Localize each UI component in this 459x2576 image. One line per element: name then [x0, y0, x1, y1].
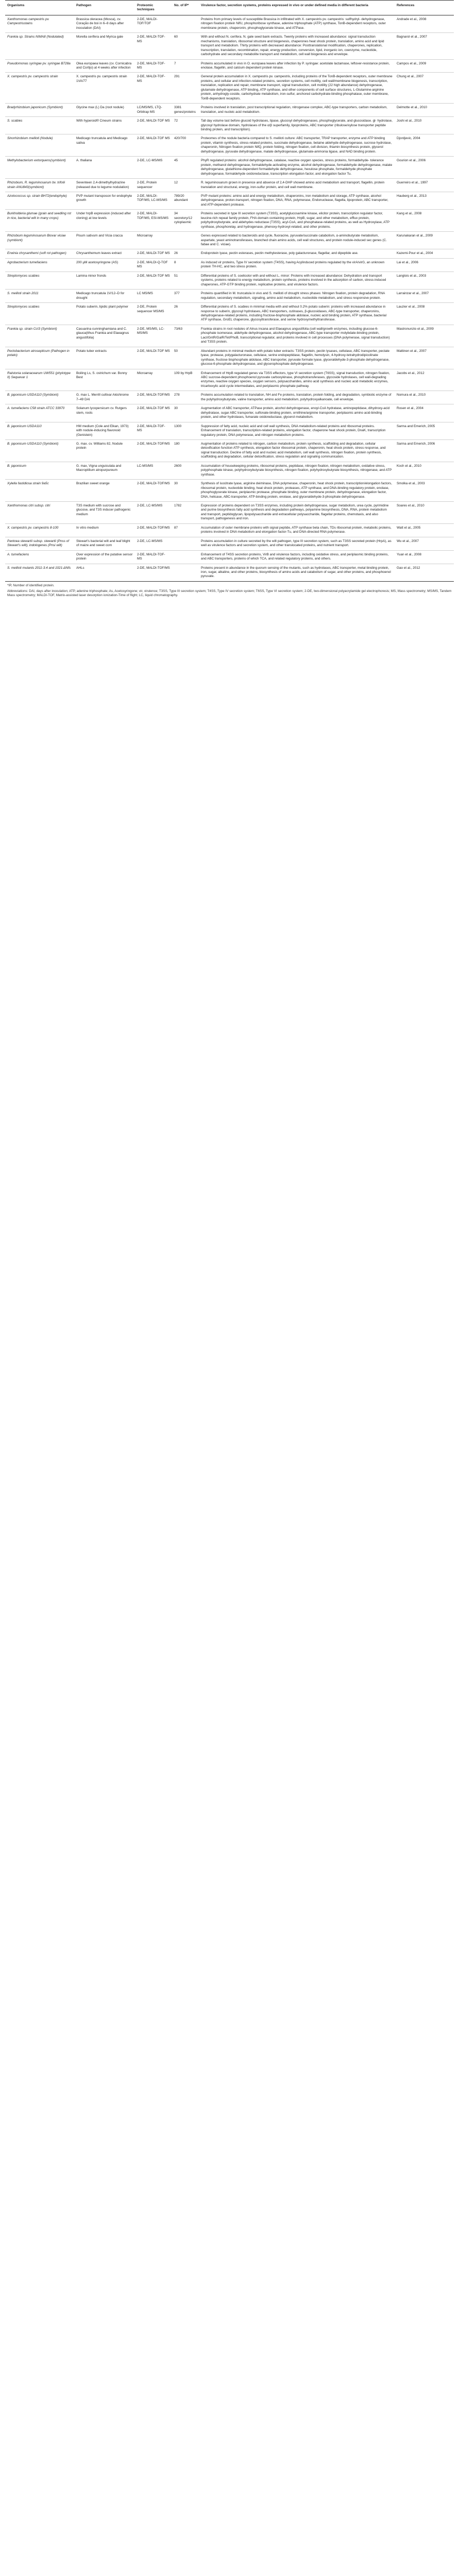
cell-references: Langlois et al., 2003	[395, 272, 454, 289]
cell-references: Joshi et al., 2010	[395, 117, 454, 134]
cell-techniques: 2-DE, MALDI-TOF/MS	[135, 391, 172, 404]
table-row	[5, 325, 454, 347]
cell-number-ip: 60	[172, 33, 199, 59]
cell-techniques: 2-DE, MALDI-TOF/MS	[135, 564, 172, 581]
cell-number-ip	[172, 564, 199, 581]
cell-number-ip: 8	[172, 258, 199, 272]
cell-organism: Frankia sp. strain CcI3 (Symbiont)	[5, 325, 74, 347]
cell-organism: Xanthomonas campestris pv. Campestrisstains	[5, 15, 74, 32]
cell-organism: Sinorhizobium meliloti (Nodule)	[5, 134, 74, 157]
cell-pathogen: Medicago truncatula and Medicago sativa	[74, 134, 135, 157]
table-row	[5, 564, 454, 581]
cell-virulence: Augmentation of ABC transporter, ATPase protein, alcohol dehydrogenase, enoyl-CoA hydratase, aminopeptidase, dihydroxy-acid dehydratase, sugar ABC transporter, sulfonate-binding protein, ornithine/arginine transporter, periplasmic amino acid-binding protein, and other hydrolases, fumarate oxidoreductase, glycerol metabolism.	[199, 404, 395, 422]
cell-number-ip: 12	[172, 179, 199, 192]
cell-techniques: Microarray	[135, 369, 172, 391]
header-references: References	[395, 1, 454, 15]
cell-references: Mastronunzio et al., 2009	[395, 325, 454, 347]
cell-number-ip: 278	[172, 391, 199, 404]
cell-pathogen: Medicago truncatula 1V/12–D for drought	[74, 290, 135, 303]
cell-number-ip: 377	[172, 290, 199, 303]
cell-number-ip	[172, 15, 199, 32]
cell-pathogen: Brassica oleracea (Mosca), cv. Coração de boi in 6–8 days after inoculation (DAI)	[74, 15, 135, 32]
cell-virulence: Proteins present in abundance in the quorum sensing of the mutants, such as hydrolases, ABC transporter, metal binding protein, iron, sugar, alkaline, and other proteins, biosynthesis of amino acids and catabolism of sugar, and other proteins, and phosphoenol pyruvate.	[199, 564, 395, 581]
header-number-ip: No. of IP*	[172, 1, 199, 15]
cell-virulence: As induced vir proteins, Type IV secretion system (T4SS), having Acylinduced proteins regulated by the virA/virG, an unknown protein TH-HC, and two stress protein.	[199, 258, 395, 272]
cell-references: Rosen et al., 2004	[395, 404, 454, 422]
cell-organism: B. japonicum USDA110 (Symbiont)	[5, 391, 74, 404]
cell-techniques: 2-DE, MALDI-TOF-MS	[135, 422, 172, 439]
cell-pathogen: A. thaliana	[74, 157, 135, 179]
cell-number-ip: 30	[172, 480, 199, 502]
cell-techniques: 2-DE, MALDI-TOF-MS	[135, 73, 172, 104]
cell-pathogen: In vitro medium	[74, 523, 135, 537]
cell-techniques: 2-DE, MALDI-TOF-MS	[135, 33, 172, 59]
cell-techniques: 2-DE, MALDI-Q-TOF MS	[135, 258, 172, 272]
cell-references: Koch et al., 2010	[395, 462, 454, 479]
cell-pathogen: Boiling Ls, S. ostrichum var. Bonny Best	[74, 369, 135, 391]
cell-virulence: With and without N. cerifera. N. gale seed bank extracts. Twenty proteins with increased abundance: signal transduction mechanisms, translation, ribosomal structure and biogenesis, chaperones heat shock protein, translation, amino acid and lipid transport and metabolism. Thirty proteins with decreased abundance: Posttranslational modification, chaperones, replication, transcription, translation, recombination, repair, energy production, conversion, lipid, inorganic ion, coenzyme, nucleotide, carbohydrate and secondary metabolite transport and metabolism, cell wall biogenesis and envelope.	[199, 33, 395, 59]
cell-techniques: 2-DE, MALDI-TOF MS	[135, 272, 172, 289]
cell-number-ip: 109 by HrpB	[172, 369, 199, 391]
table-row	[5, 179, 454, 192]
cell-techniques: 2-DE, MS/MS, LC-MS/MS	[135, 325, 172, 347]
cell-virulence: Proteins quantified in M. truncatula in vivo and S. meliloti of drought stress phases: Nitrogen fixation, protein degradation, RNA regulation, secondary metabolism, signaling, amino acid metabolism, nucleotide metabolism, and stress responsive protein.	[199, 290, 395, 303]
cell-organism: S. meliloti mutants 2011-3.4 and 1021-ΔNfs	[5, 564, 74, 581]
table-row	[5, 439, 454, 462]
cell-number-ip: 45	[172, 157, 199, 179]
cell-virulence: Proteins involved in translation, post transcriptional regulation, nitrogenase complex, ABC-type transporters, carbon metabolism, translation, and nucleic acid metabolism.	[199, 104, 395, 117]
cell-references: Kazemi-Pour et al., 2004	[395, 249, 454, 258]
cell-references: Jacobs et al., 2012	[395, 369, 454, 391]
cell-virulence: Accumulation of housekeeping proteins, ribosomal proteins, peptidase, nitrogen fixation, nitrogen metabolism, oxidative stress, polyphosphate kinase, polyhydroxybutyrate biosynthesis, nitrogen fixation, polyhydroxybutyrate biosynthesis, nitrogenase, and ATP synthase.	[199, 462, 395, 479]
table-row	[5, 550, 454, 564]
cell-pathogen: Chrysanthemum leaves extract	[74, 249, 135, 258]
cell-references: Watt et al., 2005	[395, 523, 454, 537]
table-row	[5, 347, 454, 369]
cell-virulence: Abundant proteins in minimal medium with potato tuber extracts: T3SS protein, pectin lysases, cellulase, ABC transporter, pectate lyase, protease, polygalacturonase, cellulase, serine endopeptidase, flagellin, hemolysin, 4-hydroxy-tetrahydrodipicolinate synthase, fructose bisphosphate aldolase, ABC transporter, pyruvate formate lyase, glyceraldehyde-3-phosphate dehydrogenase, glucose-6-phosphate dehydrogenase, and glycerophosphate dehydrogenase.	[199, 347, 395, 369]
table-row	[5, 501, 454, 523]
table-row	[5, 523, 454, 537]
footnote: *IP, Number of identified protein.	[7, 583, 55, 587]
cell-virulence: Differential proteins of S. scabies in minimal media with and without 0.2% potato suberin: proteins with increased abundance in response to suberin, glycosyl hydrolases, ABC transporters, cutinases, β-glucosidases, ABC-type transporter, chaperonins, dehydrogenase-related proteins, including fructose-bisphosphate aldolase, nucleic acid binding protein, ATP synthase, bacterial ATP synthase, GroEL chaperone, glycosyltransferase, and serine hydroxymethyltransferase.	[199, 303, 395, 325]
cell-pathogen: Potato suberin, lipidic plant polymer	[74, 303, 135, 325]
cell-references: Larrainzar et al., 2007	[395, 290, 454, 303]
cell-virulence: Differential proteins of S. coelicolor with and without L. minor: Proteins with increased abundance: Dehydration and transport systems, proteins related to energy metabolism, protein synthesis, proteins involved in the adsorption of carbon, stress-induced chaperones, ATP-GTP binding protein, replicative proteins, and virulence factors.	[199, 272, 395, 289]
table-row	[5, 33, 454, 59]
cell-pathogen: Seventeen 2,4-dimethylhydrazine (released due to legume nodulation)	[74, 179, 135, 192]
cell-references: Guerreiro et al., 1997	[395, 179, 454, 192]
cell-pathogen: T3S medium with sucrose and glucose, and T3S inducer pathogenic medium	[74, 501, 135, 523]
cell-organism: B. japonicum USDA110 (Symbiont)	[5, 439, 74, 462]
cell-references: Bagnarol et al., 2007	[395, 33, 454, 59]
cell-number-ip: 72	[172, 117, 199, 134]
table-row	[5, 391, 454, 404]
cell-techniques: 2-DE, MALDI-TOF MS	[135, 134, 172, 157]
cell-number-ip: 1300	[172, 422, 199, 439]
header-virulence: Virulence factor, secretion systems, proteins expressed in vivo or under defined media in different bacteria	[199, 1, 395, 15]
cell-virulence: Accumulation of outer membrane proteins with signal peptide, ATP synthase beta chain, TDs ribosomal protein, metabolic proteins, proteins involved in DNA metabolism and elongation factor-Tu, and DNA-directed RNA polymerase.	[199, 523, 395, 537]
cell-organism: Xylella fastidiosa strain 9a5c	[5, 480, 74, 502]
cell-techniques: 2-DE, LC-MS/MS	[135, 537, 172, 550]
cell-pathogen: AHLs	[74, 564, 135, 581]
cell-virulence: Enhancement of T4SS secretion proteins, VirB and virulence factors, including oxidative stress, and periplasmic binding proteins, and ABC transporters, proteins of which TCA, and related regulatory proteins, and others.	[199, 550, 395, 564]
table-row	[5, 290, 454, 303]
cell-references: Djordjevic, 2004	[395, 134, 454, 157]
cell-organism: Streptomyces scabies	[5, 272, 74, 289]
cell-virulence: Tall day volume last before glucoid hydrolases, lipase, glucosyl dehydrogenases, phosphoglycerate, and glucosidase. gl- hydrolase, glycosyl hydrolase domain, hydrolases of the α/β superfamily, lipoproteins, ABC transporter (ribulose/xylose transporter peptide binding protein, and transcription).	[199, 117, 395, 134]
table-row	[5, 480, 454, 502]
cell-organism: B. japonicum	[5, 462, 74, 479]
cell-pathogen: PVP mutant transposon for endophyte growth	[74, 192, 135, 209]
cell-techniques: 2-DE, MALDI-TOF/MS, ESI-MS/MS	[135, 210, 172, 232]
cell-pathogen: Olea europaea leaves (cv. Cornicabra and Cortijo) at 4 weeks after infection	[74, 59, 135, 73]
cell-references: Nomura et al., 2010	[395, 391, 454, 404]
cell-pathogen: HM medium (Cole and Elkan, 1973) with nodule-inducing flavonoid (Genistein)	[74, 422, 135, 439]
cell-techniques: 2-DE, MALDI-TOF-MS	[135, 550, 172, 564]
cell-references: Kang et al., 2008	[395, 210, 454, 232]
cell-techniques: 2-DE, MALDI-TOF MS	[135, 249, 172, 258]
table-row	[5, 104, 454, 117]
cell-organism: Frankia sp. Strains NIMA8 (Nodulated)	[5, 33, 74, 59]
cell-virulence: Enhancement of HrpB regulated genes via T3SS effectors, type VI secretion system (T6SS), signal transduction, nitrogen fixation, ABC sucrose-dependent phosphoenol pyruvate carboxykinase, phosphotransferases, glycoside hydrolases, cell wall-degrading enzymes, reactive oxygen species, oxygen sensors, polysaccharides, amino acid synthesis and nucleic acid metabolic enzymes, tricarboxylic acid cycle intermediates, and periplasmic phosphate pathway.	[199, 369, 395, 391]
table-row	[5, 369, 454, 391]
cell-pathogen: Over expression of the putative sensor protein	[74, 550, 135, 564]
cell-number-ip: 420/700	[172, 134, 199, 157]
cell-organism: X. campestris pv. campestris 8-100	[5, 523, 74, 537]
cell-organism: Erwinia chrysanthemi (soft rot pathogen)	[5, 249, 74, 258]
cell-techniques: 2-DE, LC-MS/MS	[135, 501, 172, 523]
cell-references: Karunakaran et al., 2009	[395, 232, 454, 249]
cell-references: Delmotte et al., 2010	[395, 104, 454, 117]
table-row	[5, 157, 454, 179]
cell-techniques: 2-DE, MALDI-TOF/MS	[135, 523, 172, 537]
cell-references: Gourion et al., 2006	[395, 157, 454, 179]
cell-techniques: LC/MS/MS, LTQ-Orbitrap MS	[135, 104, 172, 117]
cell-number-ip: 26	[172, 249, 199, 258]
cell-pathogen: Brazilian sweet orange	[74, 480, 135, 502]
cell-number-ip: 30	[172, 404, 199, 422]
table-row	[5, 73, 454, 104]
cell-virulence: Suppression of fatty acid, nucleic acid and cell wall synthesis, DNA metabolism-related proteins and ribosomal proteins. Enhancement of translation, transcription-related proteins, elongation factor, chaperone heat shock protein, DnaK, transcription regulatory protein, DNA polymerase, and nitrogen metabolism proteins.	[199, 422, 395, 439]
header-organisms: Organisms	[5, 1, 74, 15]
cell-references: Andrade et al., 2008	[395, 15, 454, 32]
cell-pathogen: Morella cerifera and Myrica gale	[74, 33, 135, 59]
cell-number-ip: 7	[172, 59, 199, 73]
table-row	[5, 134, 454, 157]
cell-organism: Bradyrhizobium japonicum (Symbiont)	[5, 104, 74, 117]
cell-techniques: 2-DE, MALDI-TOF/TOF	[135, 15, 172, 32]
cell-organism: Pantoea stewartii subsp. stewartii (Pnss of Stewart's wilt), indologenes (Pnsi wilt)	[5, 537, 74, 550]
cell-pathogen: Pisum sativum and Vicia cracca	[74, 232, 135, 249]
cell-organism: Rhizobium, R. leguminosarum bv. trifolii strain ANU843(symbiont)	[5, 179, 74, 192]
cell-techniques: 2-DE, MALDI-TOF-MS	[135, 59, 172, 73]
cell-number-ip: 291	[172, 73, 199, 104]
cell-virulence: Frankia strains in root nodules of Alnus incana and Elaeagnus angustifolia (cell wall/growth enzymes, including glucose-6-phosphate isomerase, aldehyde dehydrogenase, alcohol dehydrogenase, ABC-type transporter molybdate-binding protein, LacI/GntR/GalR/Tet/PhoB, transcriptional regulator, and proteins involved in cell processes (DNA polymerase, signal transduction) and T3SS protein.	[199, 325, 395, 347]
cell-references: Sarma and Emerich, 2006	[395, 439, 454, 462]
cell-organism: X. campestris pv. campestris strain	[5, 73, 74, 104]
cell-virulence: Augmentation of proteins related to nitrogen, carbon metabolism, protein synthesis, scaffolding and degradation, cellular detoxification function ATP synthesis, elongation factor ribosomal protein, chaperonin, heat shock protein, stress response, and signal transduction. Decline of fatty acid and nucleic acid metabolism, cell wall synthesis, nitrogen fixation, protein synthesis, scaffolding and degradation, cellular detoxification, stress regulation and signaling communication.	[199, 439, 395, 462]
table-row	[5, 249, 454, 258]
cell-virulence: Synthesis of isocitrate lyase, arginine deiminase, DNA polymerase, chaperonin, heat shock protein, transcription/elongation factors, ribosomal protein, nucleotide binding, heat shock protein, proteases, ATP synthase, and DNA-binding regulatory protein, enolase, phosphoglycerate kinase, periplasmic protease, phosphate binding, outer membrane protein, dehydrogenase, elongation factor, DNA, helicase, ABC-transporter, ATP-binding protein, enolase, and glyceraldehyde-3-phosphate dehydrogenase.	[199, 480, 395, 502]
cell-virulence: PVP mutant proteins: amino acid and energy metabolism, chaperonins, iron metabolism and storage, ATP synthase, alcohol dehydrogenase, proton-transport, nitrogen fixation, DNA, RNA, polymerase, Endonuclease, flagella, lipoprotein, ABC transporter, and ATP-dependent protease.	[199, 192, 395, 209]
cell-techniques: 2-DE, MALDI-TOF MS	[135, 404, 172, 422]
cell-organism: Burkholderia glumae (grain and seedling rot in rice, bacterial wilt in many crops)	[5, 210, 74, 232]
cell-references: Yuan et al., 2008	[395, 550, 454, 564]
table-row	[5, 422, 454, 439]
cell-organism: Agrobacterium tumefaciens	[5, 258, 74, 272]
cell-organism: S. scabies	[5, 117, 74, 134]
cell-pathogen: X. campestris pv. campestris strain 1VA/77	[74, 73, 135, 104]
cell-number-ip: 34 secretory/12 cytoplasmic	[172, 210, 199, 232]
cell-techniques: 2-DE, LC-MS/MS	[135, 157, 172, 179]
cell-references: Hauberg et al., 2013	[395, 192, 454, 209]
cell-pathogen: With hyperoid® Cineum strains	[74, 117, 135, 134]
table-footnotes	[5, 582, 454, 598]
cell-pathogen: G. max L. Merrill cultivar Akishirome 7–49 DAI	[74, 391, 135, 404]
cell-references: Lai et al., 2006	[395, 258, 454, 272]
cell-organism: Ralstonia solanacearum UW551 (phylotype II) Sequevar 1	[5, 369, 74, 391]
cell-virulence: Genes expressed related to bacteroids and cycle, fluoracine, pyruvate/succinate catabolism, α-aminobutyrate metabolism, aspartate, yeast aminotransferases, branched chain amino acids, cell wall structures, and protein nodule-induced sec genes (C. fabae and C. viciae).	[199, 232, 395, 249]
cell-virulence: Proteins accumulated in vivo in O. europaea leaves after infection by P. syringae: acetolate lactamase, leftover-resistance protein, enolase, flagellin, and calcium dependent protein kinase.	[199, 59, 395, 73]
cell-number-ip	[172, 550, 199, 564]
cell-virulence: Proteins from primary levels of susceptible Brassica in infiltrated with X. campestris pv. campestris: sulfhydryl- dehydrogenase, nitrogen fixation protein NifU, phosphoribose synthase, adenine triphosphate (ATP) synthase, TonB-dependent receptors, outer membrane protein, chaperonin, phosphoglycerate kinase, and ATPase.	[199, 15, 395, 32]
cell-organism: Methylobacterium extorquens(symbiont)	[5, 157, 74, 179]
header-techniques: Proteomic techniques	[135, 1, 172, 15]
cell-techniques: Microarray	[135, 232, 172, 249]
header-pathogen: Pathogen	[74, 1, 135, 15]
cell-virulence: Proteins accumulation in culture secreted by the wilt pathogen, type III secretion system, such as T3SS secreted protein (HrpA), as well as virulence factors and secretion system, and other translocated proteins, and nutrient transport.	[199, 537, 395, 550]
cell-number-ip: 87	[172, 523, 199, 537]
cell-techniques: 2-DE, Protein sequencer	[135, 179, 172, 192]
cell-references: Mattinen et al., 2007	[395, 347, 454, 369]
cell-organism: Pseudomonas syringae pv. syringae B728a	[5, 59, 74, 73]
cell-virulence: Proteins accumulation related to translation, NH and Fe proteins, translation, protein folding, and degradation, symbiotic enzyme of the polyhydroxybutyrate, valine transporter, amino acid metabolism, polyhydroxyalkanoate, cell envelope.	[199, 391, 395, 404]
table-row	[5, 59, 454, 73]
table-row	[5, 303, 454, 325]
cell-pathogen: Casuarina cunninghamiana and C. glauca(tthus Frankia and Elaeagnus angustifolia)	[74, 325, 135, 347]
cell-references: Wu et al., 2007	[395, 537, 454, 550]
table-body	[5, 15, 454, 581]
cell-number-ip: 3381 genes/proteins	[172, 104, 199, 117]
cell-references: Chung et al., 2007	[395, 73, 454, 104]
cell-number-ip: 789/20 abundant	[172, 192, 199, 209]
cell-virulence: R. leguminosarum grown in presence and absence of 2,4-DHP showed amino acid metabolism and transport, flagellin, protein translation and structural, energy, iron-sulfur protein, and cell wall membrane.	[199, 179, 395, 192]
cell-organism: A. tumefaciens C58 strain ATCC 33970	[5, 404, 74, 422]
virulence-proteomics-table	[5, 0, 454, 582]
table-row	[5, 232, 454, 249]
cell-references: Sarma and Emerich, 2005	[395, 422, 454, 439]
cell-virulence: PhyR regulated proteins: alcohol dehydrogenase, catalase, reactive oxygen species, stress proteins, formaldehyde- tolerance protein, methanol dehydrogenase, formaldehyde-activating enzyme, alcohol dehydrogenase, formaldehyde dehydrogenase, malate dehydrogenase, glutathione-dependent formaldehyde dehydrogenase, hexulose phosphate, formaldehyde phosphate dehydrogenase, formaldehyde oxidoreductase, transcription elongation factor, and elongation factor Tu.	[199, 157, 395, 179]
cell-techniques: LC-MS/MS	[135, 462, 172, 479]
cell-techniques: 2-DE, MALDI-TOF MS	[135, 117, 172, 134]
cell-number-ip	[172, 537, 199, 550]
cell-references: Gao et al., 2012	[395, 564, 454, 581]
cell-number-ip: 1782	[172, 501, 199, 523]
cell-pathogen: Solanum lycopersicum cv. Rutgers stem, roots	[74, 404, 135, 422]
cell-references: Smolka et al., 2003	[395, 480, 454, 502]
cell-number-ip: 51	[172, 272, 199, 289]
cell-pathogen: Lamina minor fronds	[74, 272, 135, 289]
cell-organism: Azotococcus sp. strain BH72(endophyte)	[5, 192, 74, 209]
cell-number-ip: 26	[172, 303, 199, 325]
cell-number-ip: 73/63	[172, 325, 199, 347]
cell-virulence: General protein accumulation in X. campestris pv. campestris, including proteins of the TonB-dependent receptors, outer membrane proteins, and cellular and infection-related proteins, secretion systems, cell motility, cell wall/membrane biogenesis, transcription, translation, replication and repair, membrane transport, signal transduction, cell motility (22 high abundance) dehydrogenase, glutamate dehydrogenase, ATP binding, ATP synthase, and other components of cell surface structures, L-Glutamine-arginine protein, anhydrogly-coside, carbohydrate metabolism, iron-sulfur, anchored carbohydrate-binding phosphatase, outer membrane, TonB-dependent receptors.	[199, 73, 395, 104]
cell-techniques: LC MS/MS	[135, 290, 172, 303]
cell-techniques: 2-DE, MALDI-TOF MS	[135, 347, 172, 369]
cell-techniques: 2-DE, MALDI-TOF/MS	[135, 439, 172, 462]
cell-organism: Rhizobium leguminosarum Biovar viciae (symbiont)	[5, 232, 74, 249]
cell-techniques: 2-DE, MALDI-TOF/MS	[135, 480, 172, 502]
table-header	[5, 1, 454, 15]
cell-references: Lauzier et al., 2008	[395, 303, 454, 325]
table-row	[5, 404, 454, 422]
cell-organism: B. japonicum USDA110	[5, 422, 74, 439]
footnote: Abbreviations: DAI, days after inoculation; ATP, adenine triphosphate; As, Acetosyringone; vir, virulence; T3SS, Type III secretion system; T4SS, Type IV secretion system; T6SS, Type VI secretion system; 2-DE, two-dimensional polyacrylamide gel electrophoresis; MS, Mass spectrometry; MS/MS, Tandem Mass spectrometry; MALDI-TOF, Matrix-assisted laser desorption ionization-Time of flight; LC, liquid chromatography.	[7, 589, 452, 598]
cell-virulence: Expression of proteins dependent on T3SS enzymes, including protein dehydrogenase, sugar metabolism, urea cycle, pyrimidine and purine biosynthesis fatty acid synthesis and degradation pathways, polyamine biosynthesis, DNA, RNA, protein metabolism and transport, peptidoglycan, lipopolysaccharide and extracellular polysaccharide, flagellar proteins, chemotaxis, and also transport, pathogenesis and iron.	[199, 501, 395, 523]
cell-pathogen: Stewart's bacterial wilt and leaf blight of maize and sweet corn	[74, 537, 135, 550]
cell-organism: A. tumefaciens	[5, 550, 74, 564]
cell-number-ip: 2600	[172, 462, 199, 479]
page	[5, 0, 454, 598]
table-row	[5, 15, 454, 32]
cell-number-ip: 180	[172, 439, 199, 462]
cell-pathogen: Potato tuber extracts	[74, 347, 135, 369]
table-row	[5, 462, 454, 479]
cell-techniques: 2-DE, Protein sequencer MS/MS	[135, 303, 172, 325]
cell-number-ip: 50	[172, 347, 199, 369]
cell-organism: Streptomyces scabies	[5, 303, 74, 325]
cell-organism: Xanthomonas citri subsp. citri	[5, 501, 74, 523]
cell-virulence: Proteins secreted in type III secretion system (T3SS), acetylglucosamine kinase, elicitor protein, transcription regulator factor, leucine-rich repeat family protein, FHA domain containing protein, HrpB, sugar, and other metabolism, efflux protein, polyhydroxybutyrate, and aldehydes reductase (T3SS), acyl-CoA, and phosphatase-related proteins, as well as Hydroxylase, ATP synthase, phosphorelay, and hydrogenase, phenoxy-hydroxyl-related, and other proteins.	[199, 210, 395, 232]
cell-pathogen: 200 μM acetosyringone (AS)	[74, 258, 135, 272]
cell-virulence: Proteomes of the nodule bacteria compared to S. meliloti culture: ABC transporter, TRAP transporter, enzyme and ATP binding protein, vitamin synthesis, stress-related proteins, succinate dehydrogenase, betaine aldehyde dehydrogenase, sucrose hydrolase, chaperonin, Nitrogen fixation protein NifQ, protein folding, nitrogen fixation, cell division, thiamin biosynthesis protein, glycerol dehydrogenase, pyruvate dehydrogenase, malate dehydrogenase, glutamate-ammonia ligase, and NAD binding protein.	[199, 134, 395, 157]
cell-pathogen: Under hrpB expression (induced after cloning) at low levels	[74, 210, 135, 232]
cell-organism: S. meliloti strain 2011	[5, 290, 74, 303]
cell-pathogen: Glycine max (L) Da (root nodule)	[74, 104, 135, 117]
table-row	[5, 210, 454, 232]
table-row	[5, 537, 454, 550]
cell-number-ip	[172, 232, 199, 249]
table-row	[5, 117, 454, 134]
cell-pathogen: G. max. cv. Williams 82, Nodule protein	[74, 439, 135, 462]
table-row	[5, 272, 454, 289]
table-row	[5, 258, 454, 272]
cell-references: Campos et al., 2009	[395, 59, 454, 73]
cell-organism: Pectobacterium atrosepticum (Pathogen in potato)	[5, 347, 74, 369]
cell-techniques: 2-DE, MALDI-TOF/MS, LC-MS/MS	[135, 192, 172, 209]
table-row	[5, 192, 454, 209]
cell-virulence: Endoprotein lyase, pectin esterases, pectin methylesterase, poly galacturonase, flagellar, and dipeptide ase.	[199, 249, 395, 258]
cell-pathogen: G. max, Vigna unguiculata and Macroptilium atropurpureum	[74, 462, 135, 479]
cell-references: Soares et al., 2010	[395, 501, 454, 523]
